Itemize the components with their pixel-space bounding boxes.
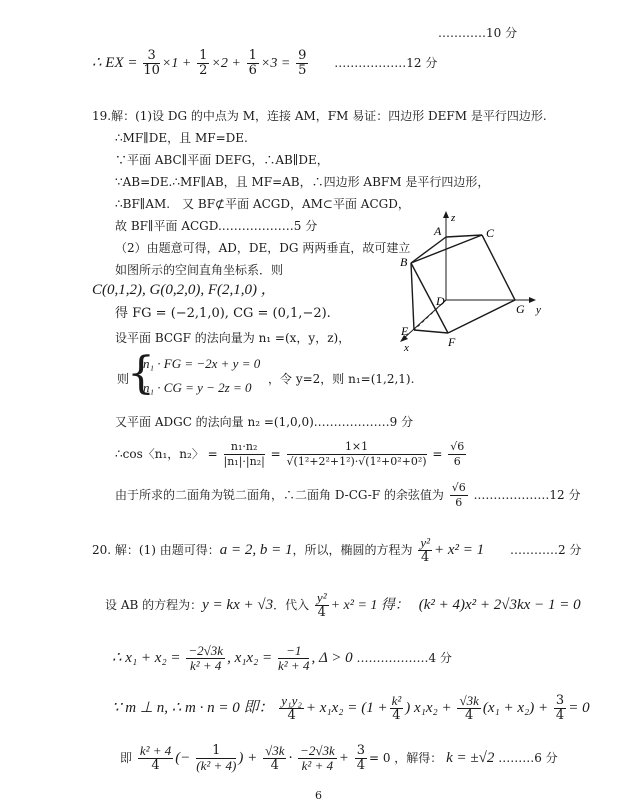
q20-score-6: ………6 分: [498, 751, 558, 765]
sub-frac: $\frac{\text{y²}}{4}$: [316, 590, 327, 620]
label-C: C: [486, 226, 495, 240]
label-D: D: [436, 294, 445, 308]
q20-line-1: 20. 解：(1) 由题可得：a = 2, b = 1，所以，椭圆的方程为 $\frac{\text{y²}}{4}$ + x² = 1 …………2 分: [92, 535, 582, 565]
ex-frac-3: $\frac{1}{6}$: [248, 48, 257, 78]
q19-line-6: 故 BF∥平面 ACGD.………………5 分: [115, 219, 318, 233]
label-B: B: [400, 255, 408, 269]
conclusion-frac: $\frac{√6}{6}$: [451, 481, 466, 509]
q19-cos-line: ∴cos〈n₁，n₂〉 = $\frac{\text{n₁·n₂}}{\text{|n₁|·|n₂|}}$ = $\frac{1\times 1}{\text{√(1²+2²+1²)·√(1²+0²+0²)}}$ = $\frac{√6}{6}$: [115, 440, 465, 468]
z-arrow-icon: [443, 211, 449, 218]
label-E: E: [401, 324, 409, 338]
left-brace-icon: {: [127, 348, 155, 399]
prod-frac: $\frac{-1}{\text{k² + 4}}$: [278, 643, 310, 673]
q19-then-label: 则: [117, 372, 130, 386]
label-y: y: [536, 304, 541, 316]
l4-frac-1: $\frac{\text{y₁y₂}}{4}$: [281, 693, 302, 723]
q19-vectors: 得 FG = (−2,1,0), CG = (0,1,−2).: [115, 306, 331, 321]
q19-equation-system: [127, 348, 267, 404]
q19-line-5: ∴BF∥AM. 又 BF⊄平面 ACGD，AM⊂平面 ACGD，: [115, 197, 410, 211]
q19-line-7: （2）由题意可得，AD，DE，DG 两两垂直，故可建立: [115, 241, 411, 255]
label-F: F: [448, 335, 456, 349]
edge-CG: [482, 235, 515, 300]
q20-line-4: ∵ m ⊥ n, ∴ m · n = 0 即： $\frac{\text{y₁y₂}}{4}$ + x₁x₂ = (1 + $\frac{\text{k²}}{4}$ ) x₁x₂ + $\frac{√3k}{4}$ (x₁ + x₂) + $\frac{3}{4}$ = 0: [112, 693, 590, 723]
l5-frac-3: $\frac{√3k}{4}$: [265, 743, 285, 773]
label-G: G: [516, 302, 525, 316]
ex-result: $\frac{9}{5}$: [298, 48, 307, 78]
q19-normal-setup: 设平面 BCGF 的法向量为 n₁ =(x，y，z)，: [115, 331, 351, 345]
q19-line-2: ∴MF∥DE，且 MF=DE.: [115, 131, 248, 145]
edge-AB: [411, 237, 446, 263]
ex-frac-1: $\frac{3}{10}$: [143, 48, 160, 78]
l4-frac-3: $\frac{√3k}{4}$: [459, 693, 479, 723]
y-arrow-icon: [529, 297, 536, 303]
q19-normal-2: 又平面 ADGC 的法向量 n₂ =(1,0,0).………………9 分: [115, 415, 414, 429]
q19-line-4: ∵AB=DE.∴MF∥AB，且 MF=AB，∴四边形 ABFM 是平行四边形，: [115, 175, 490, 189]
q19-eq-a: n₁ · FG = −2x + y = 0: [143, 356, 261, 371]
ex-score: ………………12 分: [334, 56, 438, 70]
cos-frac-1: $\frac{\text{n₁·n₂}}{\text{|n₁|·|n₂|}}$: [223, 440, 265, 468]
q19-coordinates: C(0,1,2), G(0,2,0), F(2,1,0) ，: [92, 282, 276, 298]
l5-frac-4: $\frac{-2√3k}{\text{k² + 4}}$: [300, 743, 335, 773]
q19-line-3: ∵平面 ABC∥平面 DEFG，∴AB∥DE，: [115, 153, 329, 167]
label-A: A: [434, 224, 442, 238]
ex-expectation-line: ∴ EX = $\frac{3}{10}$ ×1 + $\frac{1}{2}$ ×2 + $\frac{1}{6}$ ×3 = $\frac{9}{5}$ ………………12 分: [92, 48, 438, 78]
cos-frac-2: $\frac{1\times 1}{\text{√(1²+2²+1²)·√(1²+0²+0²)}}$: [286, 440, 427, 468]
label-x: x: [404, 342, 409, 354]
q19-line-8: 如图所示的空间直角坐标系．则: [115, 263, 284, 277]
top-score: …………10 分: [438, 26, 518, 40]
q19-eq-b: n₁ · CG = y − 2z = 0: [143, 380, 252, 395]
q19-conclusion: 由于所求的二面角为锐二面角，∴二面角 D-CG-F 的余弦值为 $\frac{√6}{6}$ .………………12 分: [115, 481, 581, 509]
q19-normal-result: ，令 y=2，则 n₁=(1,2,1).: [268, 372, 415, 386]
ex-frac-2: $\frac{1}{2}$: [199, 48, 208, 78]
q20-line-2: 设 AB 的方程为：y = kx + √3．代入 $\frac{\text{y²}}{4}$ + x² = 1 得： (k² + 4)x² + 2√3kx − 1 = 0: [105, 590, 581, 620]
q20-score-4: ………………4 分: [356, 651, 452, 665]
q20-score-2: …………2 分: [509, 543, 582, 557]
edge-EF: [414, 330, 448, 333]
page-number: 6: [315, 789, 322, 802]
q19-line-1: 19.解：(1)设 DG 的中点为 M，连接 AM，FM 易证：四边形 DEFM 是平行四边形.: [92, 109, 547, 123]
coordinate-figure: [390, 205, 550, 355]
ex-prefix: ∴ EX =: [92, 55, 138, 71]
label-z: z: [451, 212, 456, 224]
q20-line-5: 即 $\frac{\text{k² + 4}}{4}$ (− $\frac{1}{\text{(k² + 4)}}$ ) + $\frac{√3k}{4}$ · $\frac{-2√3k}{\text{k² + 4}}$ + $\frac{3}{4}$ = 0 ，解得： k = ±√2 ………6 分: [120, 743, 558, 773]
l5-frac-2: $\frac{1}{\text{(k² + 4)}}$: [196, 743, 237, 773]
ellipse-frac: $\frac{\text{y²}}{4}$: [420, 535, 430, 565]
l4-frac-4: $\frac{3}{4}$: [555, 693, 565, 723]
q20-line-3: ∴ x₁ + x₂ = $\frac{-2√3k}{\text{k² + 4}}$ , x₁x₂ = $\frac{-1}{\text{k² + 4}}$ , Δ > 0 ………………4 分: [112, 643, 452, 673]
edge-BE: [411, 263, 414, 330]
l4-frac-2: $\frac{\text{k²}}{4}$: [391, 693, 402, 723]
edge-FG: [448, 300, 515, 333]
cos-frac-3: $\frac{√6}{6}$: [450, 440, 465, 468]
sum-frac: $\frac{-2√3k}{\text{k² + 4}}$: [188, 643, 224, 673]
l5-frac-1: $\frac{\text{k² + 4}}{4}$: [139, 743, 172, 773]
l5-frac-5: $\frac{3}{4}$: [356, 743, 365, 773]
